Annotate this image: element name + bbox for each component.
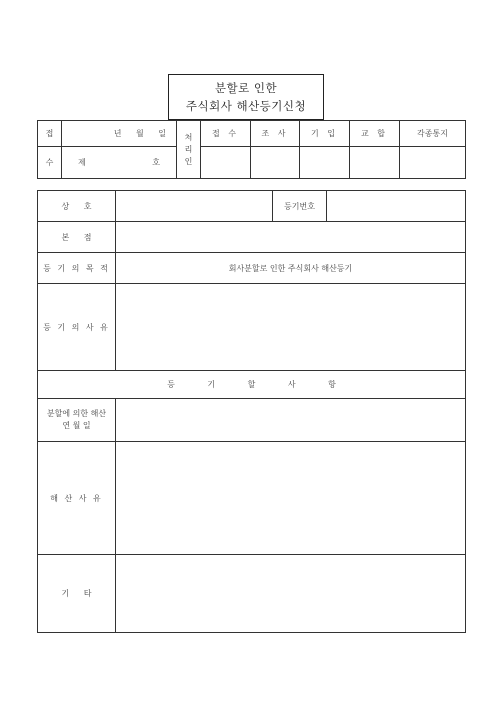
- main-form-table: [37, 190, 466, 633]
- number-prefix: 제: [78, 158, 86, 167]
- other-label: 기 타: [38, 555, 116, 633]
- form-title-line1: 분할로 인한: [214, 81, 278, 95]
- registration-items-header: 등 기 할 사 항: [38, 371, 466, 399]
- registration-number-field[interactable]: [327, 191, 466, 222]
- col-verify: 교 합: [350, 121, 400, 147]
- receipt-number-cell: [62, 147, 177, 179]
- form-title-box: [168, 74, 324, 120]
- notices-sign-cell[interactable]: [400, 147, 466, 179]
- receipt-table: [37, 120, 466, 179]
- registration-reason-field[interactable]: [116, 284, 466, 371]
- dissolution-date-field[interactable]: [116, 399, 466, 442]
- registration-number-label: 등기번호: [273, 191, 327, 222]
- registration-purpose-value: 회사분할로 인한 주식회사 해산등기: [116, 253, 466, 284]
- receipt-sign-cell[interactable]: [201, 147, 251, 179]
- number-suffix: 호: [152, 158, 160, 167]
- col-entry: 기 입: [300, 121, 350, 147]
- col-review: 조 사: [251, 121, 300, 147]
- dissolution-reason-label: 해 산 사 유: [38, 442, 116, 555]
- head-office-field[interactable]: [116, 222, 466, 253]
- registration-reason-label: 등 기 의 사 유: [38, 284, 116, 371]
- review-sign-cell[interactable]: [251, 147, 300, 179]
- col-receipt: 접 수: [201, 121, 251, 147]
- receipt-date-label: 년 월 일: [62, 121, 177, 147]
- entry-sign-cell[interactable]: [300, 147, 350, 179]
- dissolution-reason-field[interactable]: [116, 442, 466, 555]
- registration-purpose-label: 등 기 의 목 적: [38, 253, 116, 284]
- head-office-label: 본 점: [38, 222, 116, 253]
- verify-sign-cell[interactable]: [350, 147, 400, 179]
- receipt-label-top: 접: [38, 121, 62, 147]
- handler-label: 처 리 인: [177, 121, 201, 179]
- trade-name-field[interactable]: [116, 191, 273, 222]
- form-title-line2: 주식회사 해산등기신청: [185, 99, 307, 113]
- dissolution-date-label: 분할에 의한 해산 연 월 일: [38, 399, 116, 442]
- col-notices: 각종통지: [400, 121, 466, 147]
- other-field[interactable]: [116, 555, 466, 633]
- trade-name-label: 상 호: [38, 191, 116, 222]
- receipt-label-bottom: 수: [38, 147, 62, 179]
